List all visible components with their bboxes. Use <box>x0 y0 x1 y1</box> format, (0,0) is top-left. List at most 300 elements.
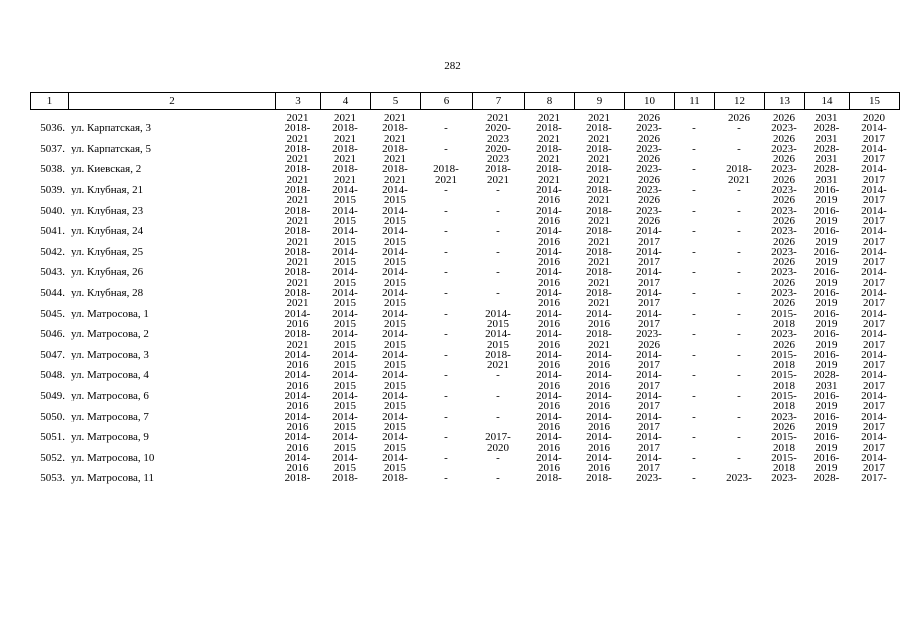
row-number <box>30 216 68 226</box>
year-cell: - <box>737 370 741 381</box>
year-cell: 2014- <box>861 185 887 196</box>
year-cell: 2026 <box>638 174 660 186</box>
year-cell <box>674 381 714 391</box>
year-cell: 2026 <box>773 277 795 289</box>
row-number <box>30 298 68 308</box>
year-cell: 2023- <box>771 329 797 340</box>
year-cell: 2014- <box>536 226 562 237</box>
year-cell: - <box>692 308 696 319</box>
year-cell: 2016 <box>286 442 309 453</box>
table-row <box>30 391 899 401</box>
year-cell: - <box>692 164 696 175</box>
year-cell: 2016 <box>538 236 560 247</box>
year-cell: 2019 <box>815 442 838 453</box>
year-cell: 2015 <box>334 380 356 392</box>
page-number: 282 <box>444 60 461 72</box>
year-cell: 2017- <box>861 473 887 484</box>
year-cell: 2018- <box>586 473 612 484</box>
year-cell <box>472 422 524 432</box>
year-cell: 2018- <box>332 143 358 155</box>
address-cell <box>68 422 275 432</box>
year-cell <box>674 422 714 432</box>
year-cell: 2016- <box>813 288 840 299</box>
header-cell: 1 <box>31 93 69 110</box>
year-cell: 2014- <box>636 288 662 299</box>
year-cell: 2018- <box>586 185 612 196</box>
year-cell: 2014- <box>382 226 408 237</box>
year-cell: 2018- <box>586 226 612 237</box>
year-cell: 2014- <box>536 411 562 422</box>
header-cell: 3 <box>276 93 321 110</box>
year-cell <box>714 443 764 453</box>
year-cell: 2028- <box>813 473 840 484</box>
year-cell: 2018- <box>332 164 358 175</box>
year-cell <box>674 340 714 350</box>
year-cell: 2016- <box>813 432 840 443</box>
year-cell: 2014- <box>636 308 662 319</box>
year-cell: - <box>737 185 741 196</box>
address-cell <box>68 340 275 350</box>
year-cell: 2026 <box>773 236 795 247</box>
year-cell: - <box>692 452 696 464</box>
year-cell: - <box>692 185 696 196</box>
year-cell: - <box>692 411 696 422</box>
year-cell <box>472 237 524 247</box>
year-cell <box>472 216 524 226</box>
year-cell: 2014- <box>636 391 662 402</box>
address-cell: ул. Клубная, 21 <box>71 185 144 196</box>
table-row <box>30 247 899 257</box>
year-cell: 2018- <box>433 164 459 175</box>
row-number <box>30 401 68 411</box>
address-cell <box>68 298 275 308</box>
year-cell: 2017 <box>638 298 660 309</box>
year-cell: - <box>692 205 696 216</box>
row-number: 5045. <box>40 308 65 319</box>
header-cell: 14 <box>805 93 850 110</box>
year-cell: - <box>692 370 696 381</box>
year-cell: 2015 <box>384 360 406 371</box>
year-cell: 2021 <box>286 298 309 309</box>
year-cell <box>420 257 472 267</box>
year-cell: 2015 <box>334 318 356 330</box>
year-cell: - <box>444 123 448 134</box>
year-cell: 2017 <box>638 236 660 247</box>
year-cell: 2016 <box>588 442 610 453</box>
year-cell: 2018 <box>773 318 795 330</box>
year-cell: 2018- <box>332 473 358 484</box>
year-cell: 2014- <box>485 329 511 340</box>
year-cell: 2031 <box>815 113 838 124</box>
year-cell: 2015 <box>334 277 356 289</box>
row-number <box>30 360 68 370</box>
year-cell: 2014- <box>536 308 562 319</box>
year-cell: 2021 <box>286 257 309 268</box>
year-cell: 2017 <box>638 442 660 453</box>
year-cell: 2015 <box>384 257 406 268</box>
year-cell: 2017 <box>638 401 660 412</box>
table-row <box>30 154 899 164</box>
year-cell: 2018- <box>586 329 612 340</box>
year-cell: 2019 <box>815 463 838 474</box>
header-cell: 13 <box>765 93 805 110</box>
year-cell <box>420 422 472 432</box>
year-cell: 2026 <box>773 133 795 144</box>
year-cell: 2015- <box>771 349 797 361</box>
table-row <box>30 453 899 463</box>
year-cell: 2021 <box>286 339 309 350</box>
year-cell: 2014- <box>861 123 887 134</box>
year-cell: 2014- <box>861 349 887 361</box>
year-cell: 2026 <box>773 195 795 206</box>
year-cell: - <box>444 370 448 381</box>
year-cell: - <box>496 267 500 278</box>
year-cell: - <box>496 411 500 422</box>
row-number <box>30 463 68 473</box>
year-cell <box>420 443 472 453</box>
year-cell: 2014- <box>636 267 662 278</box>
year-cell: 2016- <box>813 308 840 319</box>
year-cell: 2017 <box>638 380 660 392</box>
year-cell: 2014- <box>586 349 612 361</box>
year-cell: 2018- <box>284 123 311 134</box>
year-cell: 2019 <box>815 298 838 309</box>
year-cell <box>714 463 764 473</box>
year-cell <box>714 237 764 247</box>
header-cell: 11 <box>675 93 715 110</box>
year-cell: 2018- <box>586 267 612 278</box>
table-row <box>30 443 899 453</box>
row-number: 5040. <box>40 205 65 216</box>
table-row <box>30 216 899 226</box>
year-cell: 2016 <box>538 401 560 412</box>
year-cell: 2016 <box>538 318 560 330</box>
address-cell: ул. Матросова, 9 <box>71 432 149 443</box>
year-cell <box>714 257 764 267</box>
year-cell: 2014- <box>332 411 358 422</box>
header-cell: 10 <box>625 93 675 110</box>
year-cell <box>472 401 524 411</box>
year-cell: 2026 <box>638 339 660 350</box>
table-row <box>30 226 899 236</box>
address-cell <box>68 113 275 123</box>
year-cell: 2018- <box>284 143 311 155</box>
year-cell: 2023- <box>636 123 662 134</box>
year-cell: 2018- <box>536 473 562 484</box>
year-cell: 2021 <box>286 195 309 206</box>
year-cell: 2015- <box>771 391 797 402</box>
year-cell: 2016 <box>286 401 309 412</box>
year-cell: 2014- <box>536 432 562 443</box>
year-cell: 2021 <box>286 236 309 247</box>
year-cell: - <box>692 267 696 278</box>
address-cell: ул. Клубная, 26 <box>71 267 144 278</box>
year-cell: 2023- <box>726 473 752 484</box>
year-cell: 2018- <box>586 288 612 299</box>
year-cell <box>714 401 764 411</box>
table-row <box>30 463 899 473</box>
year-cell: 2015- <box>771 432 797 443</box>
year-cell: 2014- <box>536 267 562 278</box>
year-cell <box>674 154 714 164</box>
year-cell: 2021 <box>286 215 309 227</box>
year-cell <box>674 175 714 185</box>
year-cell: 2018- <box>536 164 562 175</box>
header-cell: 8 <box>525 93 575 110</box>
year-cell: 2026 <box>638 215 660 227</box>
year-cell: 2017 <box>863 339 885 350</box>
year-cell: 2021 <box>588 113 610 124</box>
year-cell: 2026 <box>638 113 660 124</box>
year-cell: 2014- <box>536 349 562 361</box>
table-row <box>30 206 899 216</box>
table-row <box>30 340 899 350</box>
year-cell: 2014- <box>382 267 408 278</box>
year-cell: - <box>444 452 448 464</box>
year-cell: 2016- <box>813 349 840 361</box>
row-number: 5036. <box>40 123 65 134</box>
year-cell: 2014- <box>284 349 311 361</box>
header-cell: 15 <box>850 93 900 110</box>
table-row <box>30 432 899 442</box>
year-cell: 2015 <box>334 360 356 371</box>
year-cell: 2014- <box>861 329 887 340</box>
year-cell: 2016 <box>286 380 309 392</box>
table-row <box>30 401 899 411</box>
table-row <box>30 360 899 370</box>
year-cell: 2021 <box>286 154 309 165</box>
year-cell: 2016 <box>538 442 560 453</box>
year-cell: 2015 <box>384 236 406 247</box>
table-row <box>30 288 899 298</box>
year-cell: 2014- <box>332 226 358 237</box>
row-number: 5050. <box>40 411 65 422</box>
year-cell: - <box>444 246 448 258</box>
year-cell: 2015 <box>384 421 406 433</box>
address-cell: ул. Матросова, 4 <box>71 370 149 381</box>
address-cell <box>68 401 275 411</box>
year-cell: 2017 <box>863 421 885 433</box>
address-cell: ул. Матросова, 3 <box>71 349 149 361</box>
address-cell: ул. Матросова, 7 <box>71 411 149 422</box>
year-cell: 2017 <box>863 401 885 412</box>
year-cell: 2019 <box>815 339 838 350</box>
year-cell: 2016- <box>813 246 840 258</box>
year-cell: 2015- <box>771 370 797 381</box>
year-cell: 2014- <box>861 143 887 155</box>
year-cell: - <box>444 143 448 155</box>
year-cell: 2016 <box>588 318 610 330</box>
year-cell: 2014- <box>332 288 358 299</box>
year-cell: - <box>444 432 448 443</box>
year-cell: - <box>496 391 500 402</box>
year-cell: 2014- <box>636 411 662 422</box>
address-cell: ул. Карпатская, 5 <box>71 143 152 155</box>
address-cell <box>68 237 275 247</box>
year-cell: - <box>737 246 741 258</box>
year-cell: 2014- <box>861 391 887 402</box>
table-row <box>30 134 899 144</box>
year-cell: 2021 <box>384 174 406 186</box>
year-cell: 2021 <box>588 257 610 268</box>
year-cell <box>674 278 714 288</box>
year-cell: 2015 <box>487 339 509 350</box>
year-cell: - <box>496 205 500 216</box>
year-cell: 2017 <box>863 195 885 206</box>
year-cell: 2014- <box>382 391 408 402</box>
year-cell <box>420 298 472 308</box>
year-cell <box>714 195 764 205</box>
year-cell: 2015 <box>334 195 356 206</box>
year-cell: 2021 <box>334 133 356 144</box>
address-cell: ул. Клубная, 25 <box>71 246 144 258</box>
year-cell: 2014- <box>536 452 562 464</box>
year-cell: 2018- <box>586 205 612 216</box>
year-cell: - <box>444 267 448 278</box>
year-cell: 2014- <box>332 452 358 464</box>
year-cell: 2017 <box>638 318 660 330</box>
year-cell: 2014- <box>382 329 408 340</box>
year-cell: 2023- <box>636 329 662 340</box>
year-cell: 2018- <box>284 205 311 216</box>
year-cell: - <box>737 349 741 361</box>
address-cell <box>68 319 275 329</box>
year-cell: 2014- <box>586 391 612 402</box>
year-cell: 2017 <box>638 257 660 268</box>
year-cell: - <box>496 185 500 196</box>
year-cell: - <box>737 411 741 422</box>
year-cell: 2016 <box>588 360 610 371</box>
year-cell: 2018- <box>726 164 752 175</box>
year-cell: 2014- <box>586 370 612 381</box>
year-cell: 2018 <box>773 442 795 453</box>
header-cell: 7 <box>473 93 525 110</box>
year-cell: 2014- <box>382 432 408 443</box>
year-cell: 2023- <box>771 143 797 155</box>
year-cell: 2026 <box>638 154 660 165</box>
year-cell <box>420 463 472 473</box>
year-cell: 2014- <box>485 308 511 319</box>
year-cell: - <box>444 349 448 361</box>
year-cell: 2016 <box>538 339 560 350</box>
year-cell: 2016- <box>813 329 840 340</box>
year-cell: - <box>692 349 696 361</box>
address-cell: ул. Матросова, 6 <box>71 391 149 402</box>
year-cell: 2016 <box>538 215 560 227</box>
year-cell: 2018- <box>485 164 511 175</box>
year-cell <box>420 154 472 164</box>
table-row <box>30 175 899 185</box>
table-row <box>30 278 899 288</box>
year-cell: 2026 <box>773 174 795 186</box>
year-cell: - <box>444 329 448 340</box>
year-cell: 2014- <box>284 411 311 422</box>
year-cell: 2021 <box>435 174 457 186</box>
row-number: 5046. <box>40 329 65 340</box>
year-cell: 2021 <box>384 113 406 124</box>
year-cell: 2014- <box>382 185 408 196</box>
year-cell: 2014- <box>636 370 662 381</box>
address-cell: ул. Клубная, 28 <box>71 288 144 299</box>
year-cell: 2018- <box>485 349 511 361</box>
row-number <box>30 113 68 123</box>
year-cell: 2014- <box>861 164 887 175</box>
year-cell: 2023- <box>771 205 797 216</box>
year-cell: 2016 <box>538 195 560 206</box>
row-number: 5049. <box>40 391 65 402</box>
year-cell: 2021 <box>588 298 610 309</box>
year-cell: 2014- <box>861 288 887 299</box>
row-number: 5047. <box>40 349 65 361</box>
year-cell: 2021 <box>286 277 309 289</box>
year-cell: 2021 <box>286 133 309 144</box>
year-cell: 2021 <box>588 339 610 350</box>
year-cell: 2021 <box>334 113 356 124</box>
year-cell: 2017 <box>863 277 885 289</box>
address-cell: ул. Матросова, 2 <box>71 329 149 340</box>
year-cell <box>420 381 472 391</box>
year-cell <box>472 463 524 473</box>
year-cell: 2021 <box>588 154 610 165</box>
year-cell: 2017- <box>485 432 511 443</box>
row-number <box>30 257 68 267</box>
year-cell: - <box>737 288 741 299</box>
year-cell <box>714 360 764 370</box>
year-cell <box>674 360 714 370</box>
year-cell: 2018- <box>284 267 311 278</box>
year-cell: - <box>692 246 696 258</box>
table-row <box>30 319 899 329</box>
year-cell: 2014- <box>536 185 562 196</box>
year-cell: 2021 <box>588 236 610 247</box>
year-cell: 2018- <box>284 329 311 340</box>
year-cell: 2021 <box>286 174 309 186</box>
year-cell: 2014- <box>536 246 562 258</box>
year-cell: 2026 <box>728 113 750 124</box>
year-cell: 2015 <box>384 380 406 392</box>
year-cell: - <box>444 185 448 196</box>
year-cell: - <box>496 370 500 381</box>
year-cell: - <box>737 123 741 134</box>
year-cell: 2023- <box>636 143 662 155</box>
year-cell: 2017 <box>638 277 660 289</box>
year-cell: 2023- <box>771 185 797 196</box>
year-cell: 2018 <box>773 463 795 474</box>
year-cell: - <box>496 288 500 299</box>
year-cell: 2016- <box>813 226 840 237</box>
year-cell: 2016 <box>538 360 560 371</box>
year-cell: 2016- <box>813 205 840 216</box>
year-cell <box>420 134 472 144</box>
year-cell: - <box>444 391 448 402</box>
year-cell: 2019 <box>815 215 838 227</box>
year-cell: 2016 <box>538 380 560 392</box>
year-cell: - <box>692 391 696 402</box>
year-cell: 2014- <box>586 452 612 464</box>
year-cell: 2016 <box>286 318 309 330</box>
year-cell <box>472 257 524 267</box>
year-cell: 2014- <box>861 432 887 443</box>
year-cell: 2014- <box>861 411 887 422</box>
year-cell: - <box>692 329 696 340</box>
year-cell: 2016- <box>813 391 840 402</box>
year-cell: 2017 <box>863 463 885 474</box>
year-cell: - <box>692 226 696 237</box>
year-cell: 2018- <box>284 226 311 237</box>
year-cell: - <box>737 143 741 155</box>
row-number <box>30 154 68 164</box>
year-cell: 2017 <box>863 257 885 268</box>
